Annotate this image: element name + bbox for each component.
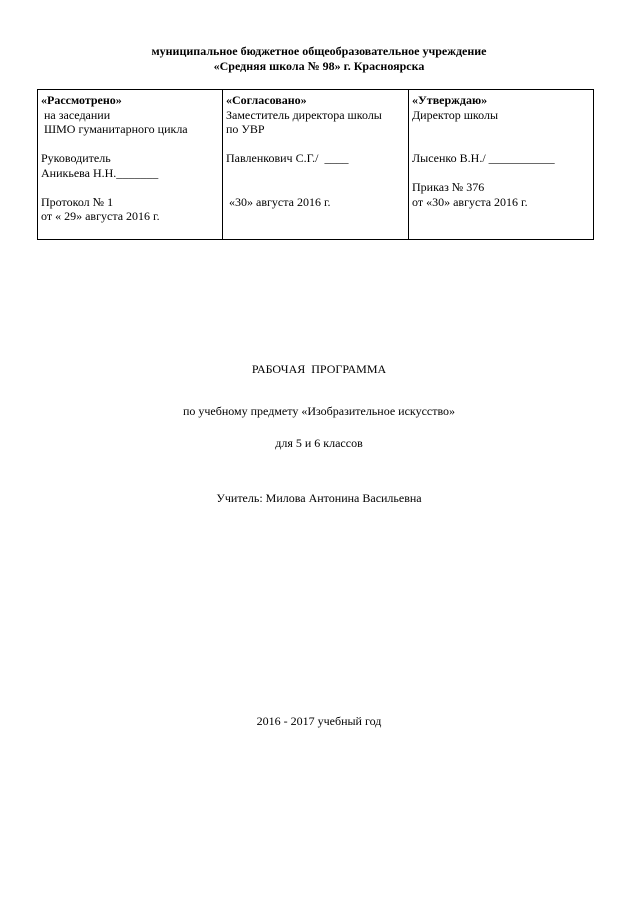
reviewed-department: ШМО гуманитарного цикла [41, 122, 188, 136]
agreed-cell [223, 90, 409, 240]
agreed-position-2: по УВР [226, 122, 265, 136]
program-teacher: Учитель: Милова Антонина Васильевна [216, 491, 422, 505]
reviewed-title: «Рассмотрено» [41, 93, 122, 107]
agreed-position: Заместитель директора школы [226, 107, 382, 122]
school-type: муниципальное бюджетное общеобразовательное учреждение [151, 44, 487, 58]
program-grades: для 5 и 6 классов [275, 436, 363, 450]
school-name: «Средняя школа № 98» г. Красноярска [213, 59, 425, 73]
agreed-date: «30» августа 2016 г. [226, 194, 331, 209]
approved-position: Директор школы [412, 107, 499, 122]
reviewed-cell [38, 90, 223, 240]
agreed-signature: Павленкович С.Г./ ____ [226, 151, 349, 165]
reviewed-head-label: Руководитель [41, 151, 111, 165]
program-title: РАБОЧАЯ ПРОГРАММА [251, 362, 387, 376]
school-header [0, 44, 638, 74]
approved-order: Приказ № 376 [412, 180, 485, 194]
agreed-title: «Согласовано» [226, 93, 307, 107]
program-year: 2016 - 2017 учебный год [256, 714, 382, 728]
reviewed-meeting: на заседании [41, 107, 111, 122]
approved-title: «Утверждаю» [412, 93, 488, 107]
approval-table [37, 89, 594, 240]
approved-cell [409, 90, 594, 240]
approved-date: от «30» августа 2016 г. [412, 194, 528, 209]
reviewed-head-name: Аникьева Н.Н._______ [41, 165, 159, 180]
program-subject: по учебному предмету «Изобразительное искусство» [182, 404, 456, 418]
approved-signature: Лысенко В.Н./ ___________ [412, 151, 555, 165]
reviewed-date: от « 29» августа 2016 г. [41, 209, 160, 223]
reviewed-protocol: Протокол № 1 [41, 194, 114, 209]
